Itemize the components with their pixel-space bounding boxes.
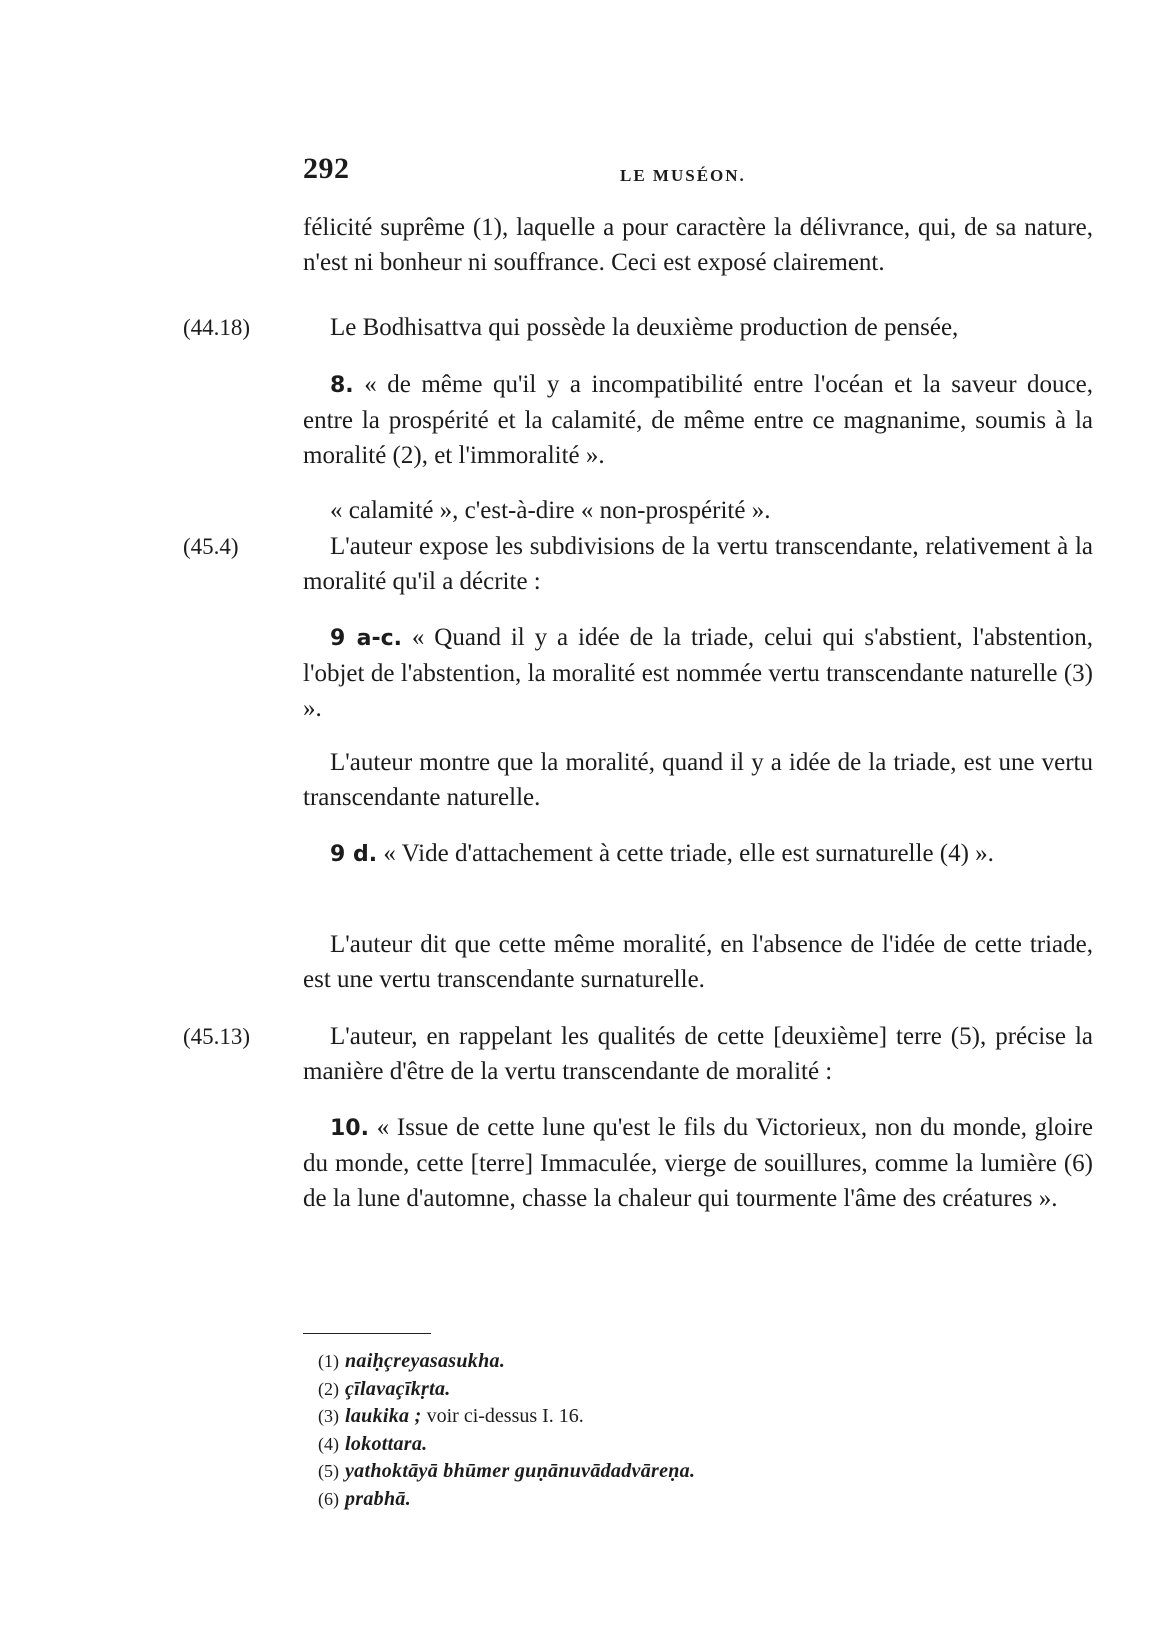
paragraph-calamite: « calamité », c'est-à-dire « non-prospérité ».	[330, 497, 771, 524]
margin-ref-44-18: (44.18)	[183, 315, 251, 340]
footnote-2: (2) çīlavaçīkṛta.	[318, 1377, 451, 1400]
verse-number: 8.	[330, 373, 354, 398]
verse-text: « Quand il y a idée de la triade, celui qui s'abstient, l'abstention, l'objet de l'abstention, la moralité est nommée vertu transcendante naturelle (3) ».	[303, 624, 1094, 722]
verse-9d	[303, 836, 1093, 872]
running-title: LE MUSÉON.	[620, 166, 746, 185]
paragraph-felicite: félicité suprême (1), laquelle a pour caractère la délivrance, qui, de sa nature, n'est ni bonheur ni souffrance. Ceci est exposé clairement.	[303, 214, 1093, 276]
verse-text: « de même qu'il y a incompatibilité entre l'océan et la saveur douce, entre la prospérité et la calamité, de même entre ce magnanime, soumis à la moralité (2), et l'immoralité ».	[303, 371, 1093, 469]
verse-10	[303, 1110, 1093, 1216]
paragraph-deuxieme-terre: L'auteur, en rappelant les qualités de cette [deuxième] terre (5), précise la manière d'être de la vertu transcendante de moralité :	[303, 1023, 1093, 1085]
verse-8	[303, 367, 1093, 473]
verse-9ac	[303, 620, 1093, 726]
footnote-separator	[303, 1333, 431, 1334]
paragraph-triade-naturelle: L'auteur montre que la moralité, quand il y a idée de la triade, est une vertu transcendante naturelle.	[303, 749, 1093, 811]
footnote-6: (6) prabhā.	[318, 1487, 412, 1510]
paragraph-bodhisattva: Le Bodhisattva qui possède la deuxième production de pensée,	[330, 314, 959, 341]
verse-text: « Vide d'attachement à cette triade, elle est surnaturelle (4) ».	[383, 840, 994, 867]
verse-text: « Issue de cette lune qu'est le fils du Victorieux, non du monde, gloire du monde, cette [terre] Immaculée, vierge de souillures, comme la lumière (6) de la lune d'automne, chasse la chaleur qui tourmente l'âme des créatures ».	[303, 1114, 1093, 1212]
paragraph-subdivisions: L'auteur expose les subdivisions de la vertu transcendante, relativement à la moralité qu'il a décrite :	[303, 533, 1093, 595]
verse-number: 9 a-c.	[330, 626, 402, 651]
margin-ref-45-4: (45.4)	[183, 534, 239, 559]
footnote-3: (3) laukika ; voir ci-dessus I. 16.	[318, 1405, 584, 1427]
footnote-4: (4) lokottara.	[318, 1432, 428, 1455]
verse-number: 10.	[330, 1116, 369, 1141]
paragraph-surnaturelle: L'auteur dit que cette même moralité, en l'absence de l'idée de cette triade, est une vertu transcendante surnaturelle.	[303, 931, 1093, 993]
footnote-5: (5) yathoktāyā bhūmer guṇānuvādadvāreṇa.	[318, 1460, 696, 1482]
margin-ref-45-13: (45.13)	[183, 1024, 251, 1049]
footnotes	[318, 1348, 695, 1513]
verse-number: 9 d.	[330, 842, 378, 867]
page-number: 292	[303, 152, 350, 185]
footnote-1: (1) naiḥçreyasasukha.	[318, 1350, 506, 1372]
